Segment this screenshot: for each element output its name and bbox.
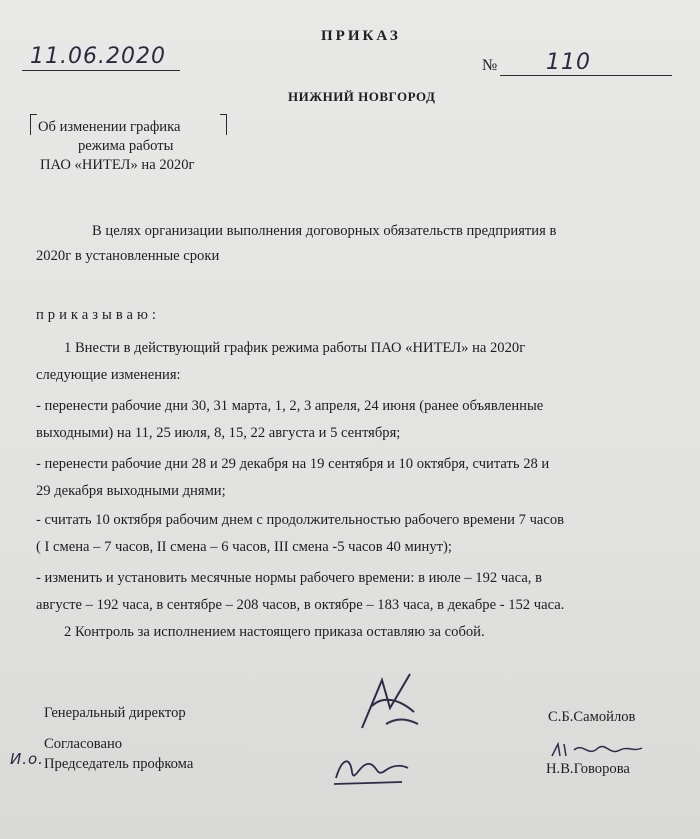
bullet-4-line-1: - изменить и установить месячные нормы рабочего времени: в июле – 192 часа, в xyxy=(36,570,542,586)
subject-bracket-left xyxy=(30,114,37,135)
bullet-3-line-1: - считать 10 октября рабочим днем с продолжительностью рабочего времени 7 часов xyxy=(36,512,565,528)
document-title: ПРИКАЗ xyxy=(321,28,401,44)
bullet-2-line-2: 29 декабря выходными днями; xyxy=(36,483,226,499)
date-underline xyxy=(22,70,180,71)
city-name: НИЖНИЙ НОВГОРОД xyxy=(288,89,436,104)
order-word: приказываю: xyxy=(36,307,160,323)
bullet-1-line-2: выходными) на 11, 25 июля, 8, 15, 22 августа и 5 сентября; xyxy=(36,425,401,441)
order-date: 11.06.2020 xyxy=(30,44,166,69)
intro-line-2: 2020г в установленные сроки xyxy=(36,248,220,264)
order-number-label: № xyxy=(482,57,498,74)
chair-title: Председатель профкома xyxy=(44,756,194,772)
bullet-2-line-1: - перенести рабочие дни 28 и 29 декабря на 19 сентября и 10 октября, считать 28 и xyxy=(36,456,550,472)
bullet-3-line-2: ( I смена – 7 часов, II смена – 6 часов, III смена -5 часов 40 минут); xyxy=(36,539,452,555)
subject-bracket-right xyxy=(220,114,227,135)
bullet-4-line-2: августе – 192 часа, в сентябре – 208 часов, в октябре – 183 часа, в декабре - 152 часа. xyxy=(36,597,565,613)
number-underline xyxy=(500,75,672,76)
director-name: С.Б.Самойлов xyxy=(548,709,636,725)
intro-line-1: В целях организации выполнения договорных обязательств предприятия в xyxy=(92,223,557,239)
chair-signature xyxy=(330,750,412,790)
director-signature xyxy=(352,668,422,736)
agreed-label: Согласовано xyxy=(44,736,123,752)
paragraph-2: 2 Контроль за исполнением настоящего приказа оставляю за собой. xyxy=(64,624,485,640)
paragraph-1-line-1: 1 Внести в действующий график режима работы ПАО «НИТЕЛ» на 2020г xyxy=(64,340,526,356)
paragraph-1-line-2: следующие изменения: xyxy=(36,367,181,383)
chair-initials-handwriting xyxy=(548,740,644,760)
chair-name: Н.В.Говорова xyxy=(546,761,630,777)
subject-line-3: ПАО «НИТЕЛ» на 2020г xyxy=(40,157,195,173)
subject-line-1: Об изменении графика xyxy=(38,119,181,135)
order-number: 110 xyxy=(546,50,591,75)
bullet-1-line-1: - перенести рабочие дни 30, 31 марта, 1, 2, 3 апреля, 24 июня (ранее объявленные xyxy=(36,398,544,414)
director-title: Генеральный директор xyxy=(44,705,186,721)
acting-mark: И.о. xyxy=(10,750,44,768)
subject-line-2: режима работы xyxy=(78,138,174,154)
